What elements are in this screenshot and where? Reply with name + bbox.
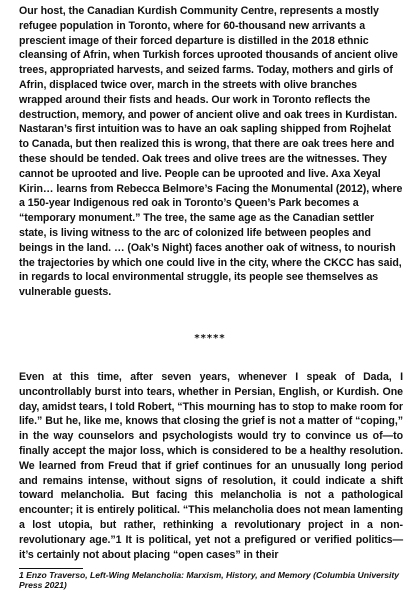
footnote: 1 Enzo Traverso, Left-Wing Melancholia: Marxism, History, and Memory (Columbia University Press 2021) — [19, 570, 400, 591]
section-divider: ***** — [194, 333, 226, 344]
body-paragraph-2: Even at this time, after seven years, whenever I speak of Dada, I uncontrollably burst into tears, whether in Persian, English, or Kurdish. One day, amidst tears, I told Robert, “This mourning has to stop to make room for life.” But he, like me, knows that closing the grief is not a matter of “coping,” in the way counselors and psychologists would try to convince us of—to finally accept the major loss, which is considered to be a healthy resolution. We learned from Freud that if grief continues for an unusually long period and remains intense, without signs of resolution, it could indicate a shift toward melancholia. But facing this melancholia is not a pathological encounter; it is entirely political. “This melancholia does not mean lamenting a lost utopia, but rather, rethinking a revolutionary project in a non-revolutionary age.”1 It is political, yet not a prefigured or verified politics—it’s certainly not about placing “open cases” in their — [19, 371, 403, 561]
footnote-rule — [19, 568, 83, 569]
body-paragraph-1: Our host, the Canadian Kurdish Community Centre, represents a mostly refugee population in Toronto, where for 60-thousand new arrivants a prescient image of their forced departure is distilled in the 2018 ethnic cleansing of Afrin, when Turkish forces uprooted thousands of ancient olive trees, appropriated harvests, and seized farms. Today, mothers and girls of Afrin, displaced twice over, march in the streets with olive branches wrapped around their fists and heads. Our work in Toronto reflects the destruction, memory, and power of ancient olive and oak trees in Kurdistan. Nastaran’s first intuition was to have an oak sapling shipped from Rojhelat to Canada, but then realized this is wrong, that there are oak trees here and these should be tended. Oak trees and olive trees are the witnesses. They cannot be uprooted and live. People can be uprooted and live. Axa Xeyal Kirin… learns from Rebecca Belmore’s Facing the Monumental (2012), where a 150-year Indigenous red oak in Toronto’s Queen’s Park becomes a “temporary monument.” The tree, the same age as the Canadian settler state, is living witness to the arc of colonized life between peoples and beings in the land. … (Oak’s Night) faces another oak of witness, to nourish the trajectories by which one could live in the city, where the CKCC has said, in regards to local environmental struggle, its people see themselves as vulnerable guests. — [19, 5, 403, 299]
